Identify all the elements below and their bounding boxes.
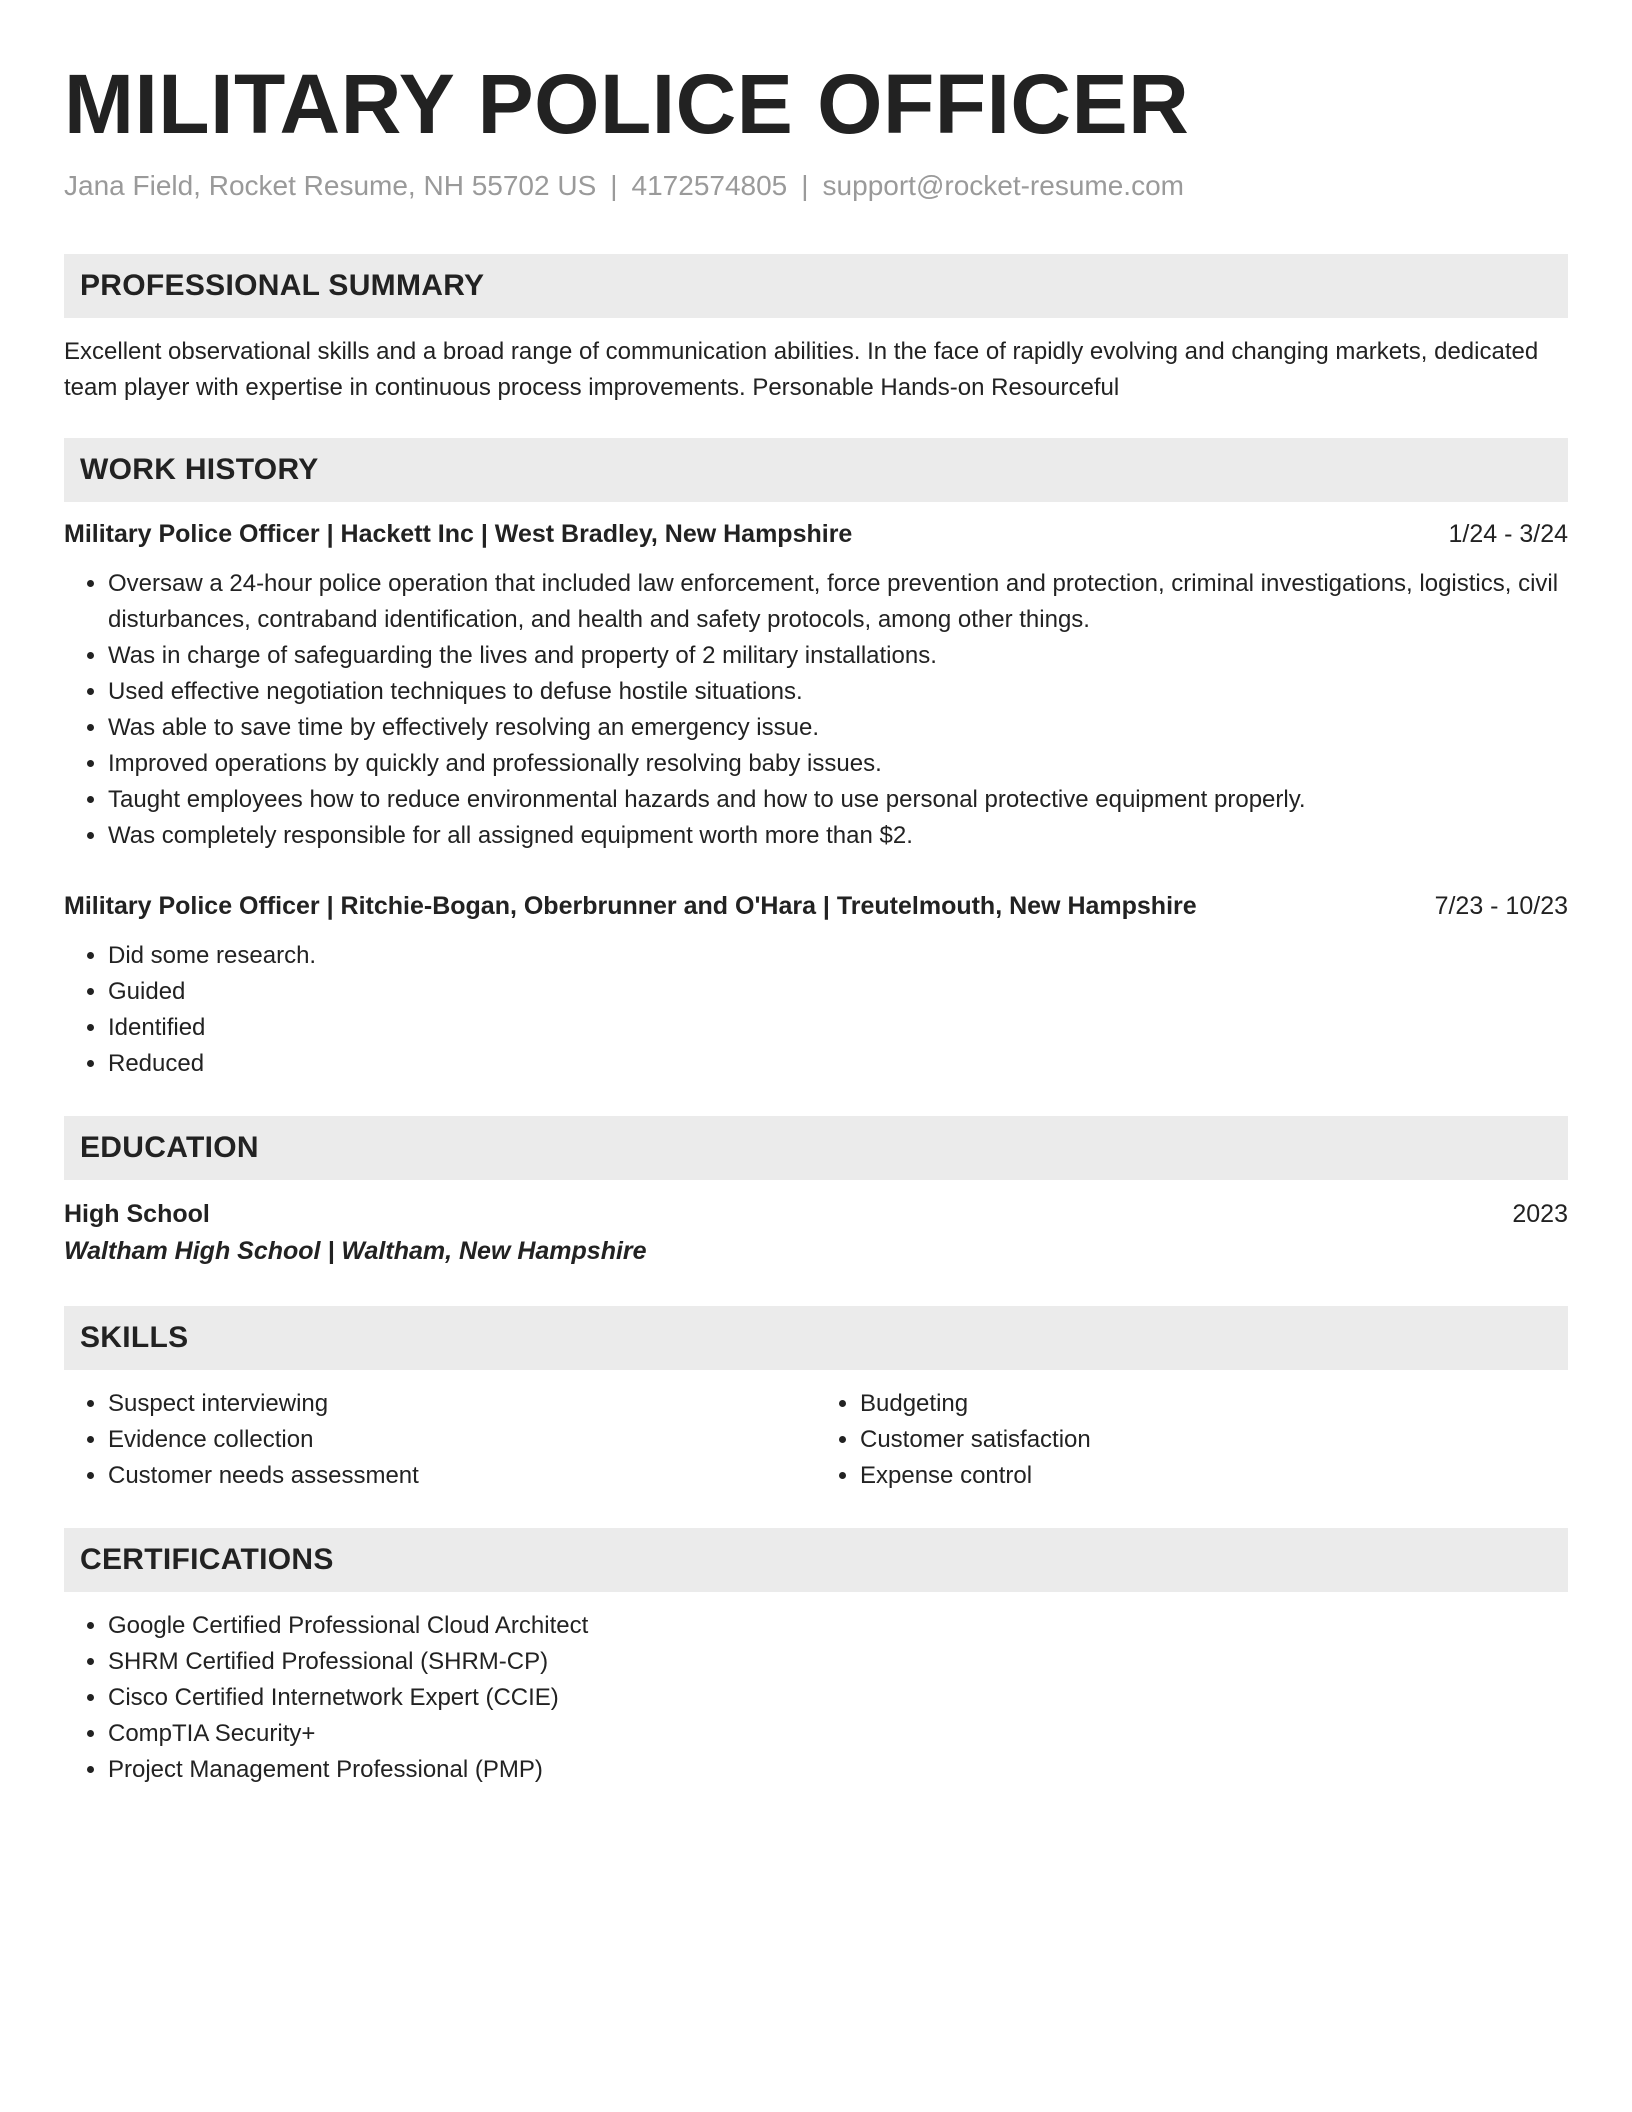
job-bullet-list [64, 566, 1568, 854]
job-bullet: • Taught employees how to reduce environmental hazards and how to use personal protective equipment properly. [108, 782, 1568, 818]
job-bullet: • Did some research. [108, 938, 1568, 974]
skill-item: • Suspect interviewing [108, 1386, 816, 1422]
skill-item: • Evidence collection [108, 1422, 816, 1458]
education-school: Waltham High School | Waltham, New Hampshire [64, 1237, 647, 1265]
section-header-education: EDUCATION [64, 1116, 1568, 1180]
resume-name: MILITARY POLICE OFFICER [64, 57, 1190, 151]
section-header-certifications: CERTIFICATIONS [64, 1528, 1568, 1592]
education-entry [64, 1196, 1568, 1270]
job-bullet: • Was able to save time by effectively resolving an emergency issue. [108, 710, 1568, 746]
education-header [64, 1196, 1568, 1232]
contact-separator: | [801, 170, 809, 201]
certification-item: • Project Management Professional (PMP) [108, 1752, 1568, 1788]
job-header [64, 516, 1568, 552]
skill-item: • Expense control [860, 1458, 1568, 1494]
job-title: Military Police Officer | Hackett Inc | West Bradley, New Hampshire [64, 520, 853, 548]
job-entry [64, 888, 1568, 1082]
job-bullet: • Improved operations by quickly and professionally resolving baby issues. [108, 746, 1568, 782]
contact-email: support@rocket-resume.com [822, 170, 1184, 201]
contact-phone: 4172574805 [631, 170, 788, 201]
job-bullet: • Was completely responsible for all assigned equipment worth more than $2. [108, 818, 1568, 854]
certification-item: • SHRM Certified Professional (SHRM-CP) [108, 1644, 1568, 1680]
job-bullet: • Used effective negotiation techniques to defuse hostile situations. [108, 674, 1568, 710]
skill-item: • Customer needs assessment [108, 1458, 816, 1494]
job-bullet: • Identified [108, 1010, 1568, 1046]
education-degree: High School [64, 1200, 210, 1228]
job-bullet: • Reduced [108, 1046, 1568, 1082]
skill-item: • Budgeting [860, 1386, 1568, 1422]
education-year: 2023 [1512, 1200, 1568, 1228]
certification-item: • Google Certified Professional Cloud Architect [108, 1608, 1568, 1644]
job-entry [64, 516, 1568, 854]
job-bullet-list [64, 938, 1568, 1082]
job-bullet: • Oversaw a 24-hour police operation that included law enforcement, force prevention and protection, criminal investigations, logistics, civil disturbances, contraband identification, and health and safety protocols, among other things. [108, 566, 1568, 638]
job-bullet: • Guided [108, 974, 1568, 1010]
contact-line [64, 168, 1568, 204]
section-header-skills: SKILLS [64, 1306, 1568, 1370]
job-dates: 7/23 - 10/23 [1434, 892, 1568, 920]
contact-address: Jana Field, Rocket Resume, NH 55702 US [64, 170, 597, 201]
section-header-summary: PROFESSIONAL SUMMARY [64, 254, 1568, 318]
certifications-list [64, 1608, 1568, 1788]
skills-list-left [64, 1386, 816, 1494]
job-title: Military Police Officer | Ritchie-Bogan, Oberbrunner and O'Hara | Treutelmouth, New Hampshire [64, 892, 1197, 920]
section-header-work-history: WORK HISTORY [64, 438, 1568, 502]
certification-item: • Cisco Certified Internetwork Expert (CCIE) [108, 1680, 1568, 1716]
job-bullet: • Was in charge of safeguarding the lives and property of 2 military installations. [108, 638, 1568, 674]
skills-list-right [816, 1386, 1568, 1494]
job-dates: 1/24 - 3/24 [1448, 520, 1568, 548]
contact-separator: | [610, 170, 618, 201]
job-header [64, 888, 1568, 924]
summary-text: Excellent observational skills and a broad range of communication abilities. In the face of rapidly evolving and changing markets, dedicated team player with expertise in continuous process improvements. Personable Hands-on Resourceful [64, 338, 1539, 401]
skills-grid [64, 1370, 1568, 1494]
certification-item: • CompTIA Security+ [108, 1716, 1568, 1752]
skill-item: • Customer satisfaction [860, 1422, 1568, 1458]
